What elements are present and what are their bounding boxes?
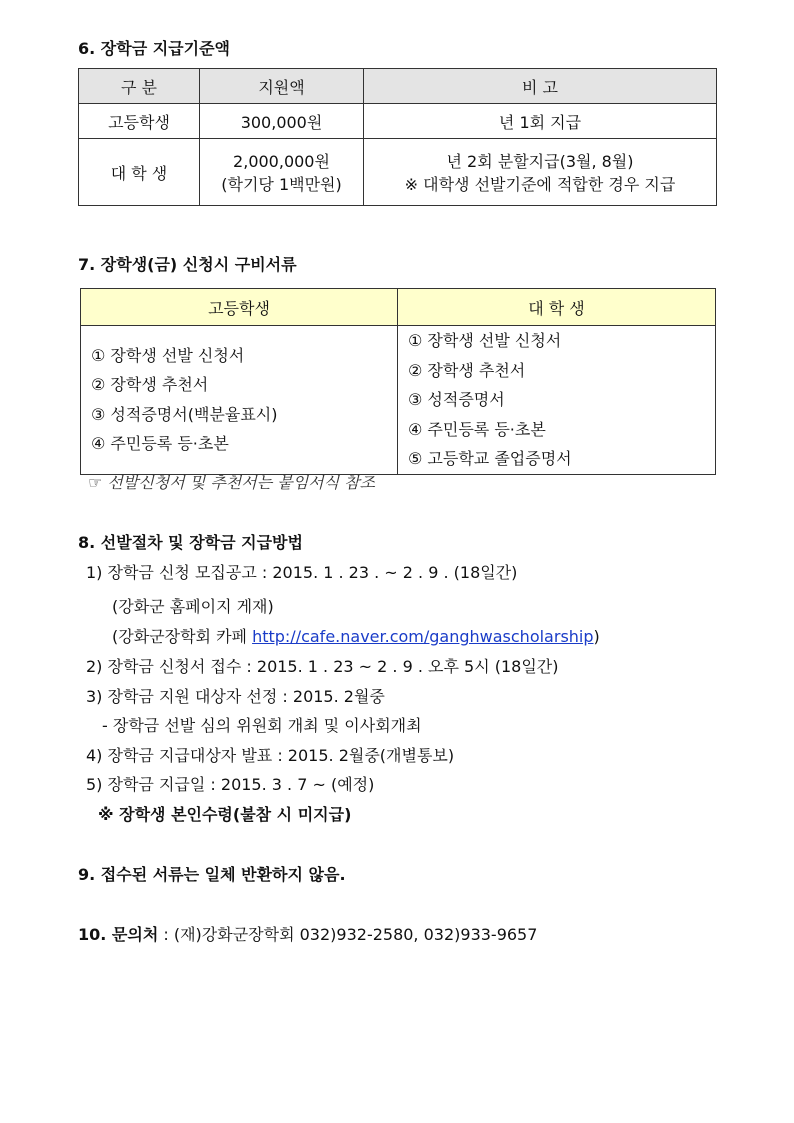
table-header: 지원액 [200, 69, 364, 104]
list-item: ① 장학생 선발 신청서 [91, 345, 245, 365]
list-item: ④ 주민등록 등·초본 [91, 434, 229, 454]
table-row [79, 139, 717, 206]
high-school-docs [81, 326, 398, 475]
list-item: ④ 주민등록 등·초본 [408, 419, 546, 439]
procedure-step-1: 1) 장학금 신청 모집공고 : 2015. 1 . 23 . ~ 2 . 9 . (18일간) [86, 563, 518, 582]
procedure-step-5: 5) 장학금 지급일 : 2015. 3 . 7 ~ (예정) [86, 775, 375, 794]
row-note: 년 1회 지급 [364, 104, 717, 139]
note-line: ※ 대학생 선발기준에 적합한 경우 지급 [404, 175, 676, 194]
list-item: ③ 성적증명서(백분율표시) [91, 404, 278, 424]
list-item: ③ 성적증명서 [408, 390, 505, 409]
cafe-link[interactable]: http://cafe.naver.com/ganghwascholarship [252, 627, 594, 646]
section-6-heading: 6. 장학금 지급기준액 [78, 39, 230, 58]
table-row [81, 326, 716, 475]
list-item: ② 장학생 추천서 [408, 360, 526, 380]
procedure-step-1-sub: (강화군 홈페이지 게재) [112, 597, 274, 616]
list-item: ① 장학생 선발 신청서 [408, 331, 562, 350]
cafe-label: (강화군장학회 카페 [112, 627, 253, 646]
row-type: 고등학생 [79, 104, 200, 139]
section-8-heading: 8. 선발절차 및 장학금 지급방법 [78, 533, 303, 552]
amount-line: (학기당 1백만원) [221, 175, 342, 194]
contact-label: 10. 문의처 [78, 925, 159, 944]
university-docs [398, 326, 716, 475]
procedure-step-1-cafe [112, 624, 600, 647]
table-row [79, 104, 717, 139]
table-header: 고등학생 [81, 289, 398, 326]
procedure-step-4: 4) 장학금 지급대상자 발표 : 2015. 2월중(개별통보) [86, 746, 455, 765]
table-header: 구 분 [79, 69, 200, 104]
section-9-heading: 9. 접수된 서류는 일체 반환하지 않음. [78, 865, 346, 884]
procedure-step-3-sub: - 장학금 선발 심의 위원회 개최 및 이사회개최 [102, 716, 422, 735]
documents-table [80, 288, 716, 475]
amount-line: 2,000,000원 [233, 152, 330, 171]
section-7-heading: 7. 장학생(금) 신청시 구비서류 [78, 255, 297, 274]
list-item: ② 장학생 추천서 [91, 375, 209, 395]
procedure-step-3: 3) 장학금 지원 대상자 선정 : 2015. 2월중 [86, 687, 385, 706]
note-line: 년 2회 분할지급(3월, 8월) [446, 152, 634, 171]
procedure-step-2: 2) 장학금 신청서 접수 : 2015. 1 . 23 ~ 2 . 9 . 오후 5시 (18일간) [86, 657, 559, 676]
table-header: 대 학 생 [398, 289, 716, 326]
table-header: 비 고 [364, 69, 717, 104]
row-amount: 300,000원 [200, 104, 364, 139]
row-note [364, 139, 717, 206]
documents-note: ☞ 선발신청서 및 추천서는 붙임서식 참조 [88, 473, 376, 492]
row-type: 대 학 생 [79, 139, 200, 206]
scholarship-amount-table [78, 68, 717, 206]
cafe-close: ) [593, 627, 600, 646]
list-item: ⑤ 고등학교 졸업증명서 [408, 449, 572, 468]
contact-text: : (재)강화군장학회 032)932-2580, 032)933-9657 [158, 925, 538, 944]
procedure-note: ※ 장학생 본인수령(불참 시 미지급) [98, 805, 352, 824]
section-10 [78, 922, 537, 945]
row-amount [200, 139, 364, 206]
